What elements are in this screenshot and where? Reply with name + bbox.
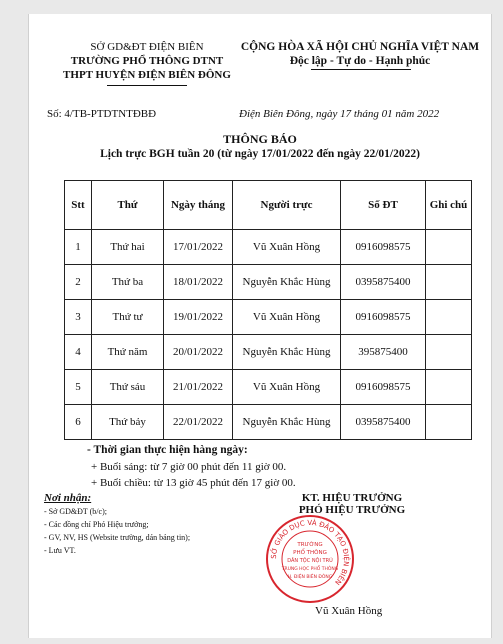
national-header: [229, 40, 491, 68]
issuing-organization: [47, 40, 247, 82]
cell-stt: 3: [65, 300, 92, 335]
cell-person: Vũ Xuân Hồng: [233, 300, 341, 335]
stamp-center-line: TRƯỜNG: [297, 542, 323, 548]
cell-stt: 2: [65, 265, 92, 300]
motto-underline: [311, 69, 411, 70]
document-number: Số: 4/TB-PTDTNTĐBĐ: [47, 108, 157, 120]
official-stamp: [265, 514, 355, 609]
table-row: [65, 265, 472, 300]
header-stt: Stt: [65, 181, 92, 230]
stamp-ring-text: SỞ GIÁO DỤC VÀ ĐÀO TẠO ĐIỆN BIÊN: [269, 518, 351, 587]
cell-date: 19/01/2022: [164, 300, 233, 335]
stamp-center-line: TRUNG HỌC PHỔ THÔNG: [281, 567, 339, 572]
morning-hours: + Buổi sáng: từ 7 giờ 00 phút đến 11 giờ 00.: [91, 461, 287, 473]
cell-person: Vũ Xuân Hồng: [233, 370, 341, 405]
cell-person: Nguyễn Khắc Hùng: [233, 405, 341, 440]
table-row: [65, 230, 472, 265]
cell-day: Thứ bảy: [92, 405, 164, 440]
cell-stt: 4: [65, 335, 92, 370]
cell-note: [426, 335, 472, 370]
recipient-item: - Sở GD&ĐT (b/c);: [44, 507, 107, 516]
document-page: [28, 14, 492, 638]
cell-note: [426, 265, 472, 300]
cell-phone: 0916098575: [341, 230, 426, 265]
cell-stt: 1: [65, 230, 92, 265]
table-row: [65, 405, 472, 440]
cell-date: 20/01/2022: [164, 335, 233, 370]
header-date: Ngày tháng: [164, 181, 233, 230]
recipient-item: - Các đồng chí Phó Hiệu trưởng;: [44, 520, 149, 529]
cell-note: [426, 230, 472, 265]
republic-name: CỘNG HÒA XÃ HỘI CHỦ NGHĨA VIỆT NAM: [240, 41, 480, 53]
recipient-item: - Lưu VT.: [44, 546, 76, 555]
cell-day: Thứ năm: [92, 335, 164, 370]
cell-date: 22/01/2022: [164, 405, 233, 440]
header-phone: Số ĐT: [341, 181, 426, 230]
stamp-center-line: H. ĐIỆN BIÊN ĐÔNG: [287, 575, 333, 580]
document-title: THÔNG BÁO: [223, 132, 297, 146]
stamp-seal-icon: [265, 514, 355, 604]
stamp-center-line: PHỔ THÔNG: [293, 550, 327, 556]
stamp-center-line: DÂN TỘC NỘI TRÚ: [287, 558, 333, 564]
signature-line-1: KT. HIỆU TRƯỞNG: [301, 492, 403, 504]
schedule-time-title: - Thời gian thực hiện hàng ngày:: [87, 444, 248, 456]
table-row: [65, 335, 472, 370]
cell-day: Thứ hai: [92, 230, 164, 265]
recipient-item: - GV, NV, HS (Website trường, dán bảng tin);: [44, 533, 191, 542]
afternoon-hours: + Buổi chiều: từ 13 giờ 45 phút đến 17 giờ 00.: [91, 477, 296, 489]
cell-day: Thứ ba: [92, 265, 164, 300]
document-subtitle: Lịch trực BGH tuần 20 (từ ngày 17/01/2022 đến ngày 22/01/2022): [100, 148, 420, 160]
cell-date: 21/01/2022: [164, 370, 233, 405]
cell-phone: 0395875400: [341, 265, 426, 300]
cell-date: 18/01/2022: [164, 265, 233, 300]
org-line-3: THPT HUYỆN ĐIỆN BIÊN ĐÔNG: [63, 69, 231, 81]
cell-phone: 395875400: [341, 335, 426, 370]
place-date: Điện Biên Đông, ngày 17 tháng 01 năm 2022: [239, 108, 440, 120]
org-line-1: SỞ GD&ĐT ĐIỆN BIÊN: [90, 41, 204, 53]
table-row: [65, 370, 472, 405]
cell-note: [426, 300, 472, 335]
cell-person: Nguyễn Khắc Hùng: [233, 335, 341, 370]
duty-schedule-table: [64, 180, 472, 440]
cell-phone: 0395875400: [341, 405, 426, 440]
motto: Độc lập - Tự do - Hạnh phúc: [289, 55, 431, 67]
cell-person: Vũ Xuân Hồng: [233, 230, 341, 265]
header-note: Ghi chú: [426, 181, 472, 230]
recipients-title: Nơi nhận:: [44, 492, 92, 504]
cell-day: Thứ sáu: [92, 370, 164, 405]
signer-name: Vũ Xuân Hồng: [315, 605, 383, 617]
cell-phone: 0916098575: [341, 300, 426, 335]
cell-note: [426, 405, 472, 440]
org-line-2: TRƯỜNG PHỔ THÔNG DTNT: [70, 55, 224, 67]
cell-stt: 5: [65, 370, 92, 405]
signature-block: [267, 492, 437, 516]
cell-stt: 6: [65, 405, 92, 440]
cell-phone: 0916098575: [341, 370, 426, 405]
header-day: Thứ: [92, 181, 164, 230]
header-person: Người trực: [233, 181, 341, 230]
org-underline: [107, 85, 187, 86]
cell-person: Nguyễn Khắc Hùng: [233, 265, 341, 300]
table-row: [65, 300, 472, 335]
cell-day: Thứ tư: [92, 300, 164, 335]
table-header-row: [65, 181, 472, 230]
cell-note: [426, 370, 472, 405]
signature-line-2: PHÓ HIỆU TRƯỞNG: [298, 504, 406, 516]
cell-date: 17/01/2022: [164, 230, 233, 265]
